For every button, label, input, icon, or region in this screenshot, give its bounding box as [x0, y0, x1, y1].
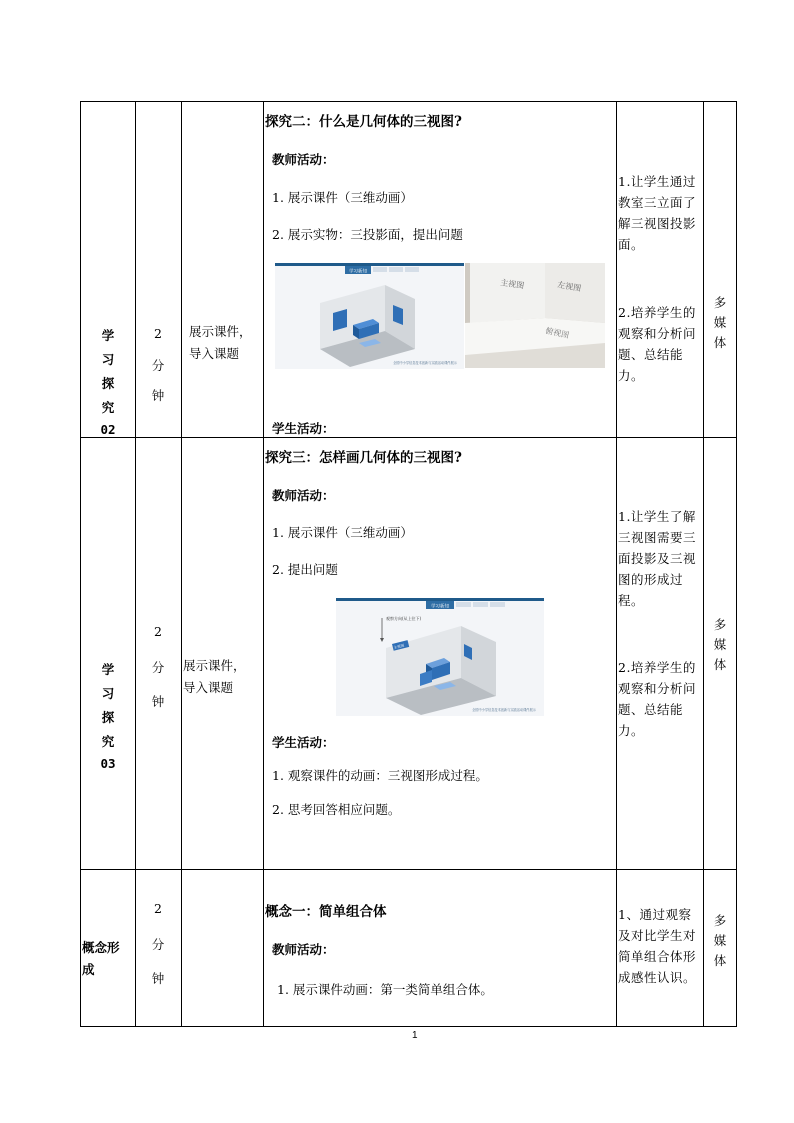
time-label: [148, 624, 168, 726]
time-unit: 钟: [151, 388, 165, 403]
media-label: [710, 293, 730, 353]
goal-text: 2.培养学生的观察和分析问题、总结能力。: [618, 305, 697, 383]
media-label: [710, 615, 730, 675]
stage-char: 学: [101, 328, 115, 343]
projection-planes-photo: [465, 263, 605, 368]
goal-text: 1.让学生了解三视图需要三面投影及三视图的形成过程。: [618, 509, 697, 608]
media-char: 媒: [713, 637, 727, 652]
photo-text: 左视图: [556, 280, 582, 294]
student-label: 学生活动：: [272, 421, 335, 436]
media-char: 多: [713, 617, 727, 632]
media-char: 媒: [713, 315, 727, 330]
teacher-item: 1. 展示课件动画：第一类简单组合体。: [277, 982, 493, 997]
section-heading: 概念一：简单组合体: [265, 904, 387, 920]
photo-text: 主视图: [499, 278, 525, 291]
stage-char: 习: [101, 352, 115, 367]
student-item: 2. 思考回答相应问题。: [272, 802, 401, 817]
teacher-item: 1. 展示课件（三维动画）: [272, 525, 413, 540]
col-divider: [616, 101, 617, 1027]
image-annotation: 观察方向(从上往下): [386, 616, 422, 621]
stage-char: 学: [101, 662, 115, 677]
stage-char: 02: [100, 422, 116, 437]
goal-text: 1.让学生通过教室三立面了解三视图投影面。: [618, 174, 697, 252]
image-label: 学习新知: [349, 269, 367, 275]
time-unit: 分: [151, 937, 165, 952]
time-value: 2: [154, 326, 162, 341]
stage-label: 概念形: [82, 940, 120, 955]
teacher-label: 教师活动：: [272, 488, 335, 503]
media-label: [710, 911, 730, 971]
time-label: [148, 326, 168, 420]
stage-char: 习: [101, 686, 115, 701]
time-value: 2: [154, 624, 162, 639]
courseware-3d-image: [336, 598, 544, 716]
stage-label: 成: [82, 962, 95, 977]
media-char: 多: [713, 913, 727, 928]
col-divider: [181, 101, 182, 1027]
media-char: 多: [713, 295, 727, 310]
image-caption: 全国中小学信息技术创新与实践活动课件展示: [393, 361, 457, 365]
method-line: 导入课题: [189, 346, 240, 361]
courseware-3d-image: [275, 263, 464, 369]
image-caption: 全国中小学信息技术创新与实践活动课件展示: [472, 708, 536, 712]
room-illustration: [275, 263, 464, 369]
teacher-item: 2. 提出问题: [272, 562, 338, 577]
method-line: 展示课件，: [189, 324, 252, 339]
image-label: 学习新知: [431, 604, 449, 610]
method-line: 展示课件，: [183, 658, 246, 673]
teacher-item: 1. 展示课件（三维动画）: [272, 190, 413, 205]
page-number: 1: [412, 1030, 418, 1041]
section-heading: 探究三：怎样画几何体的三视图?: [265, 450, 462, 466]
row-divider: [80, 869, 737, 870]
stage-char: 03: [100, 756, 116, 771]
col-divider: [135, 101, 136, 1027]
media-char: 体: [713, 657, 727, 672]
photo-text: 俯视图: [544, 326, 570, 340]
stage-char: 究: [101, 734, 115, 749]
time-unit: 钟: [151, 971, 165, 986]
goal-text: 1、通过观察及对比学生对简单组合体形成感性认识。: [618, 907, 697, 985]
section-heading: 探究二：什么是几何体的三视图?: [265, 114, 462, 130]
teacher-item: 2. 展示实物：三投影面，提出问题: [272, 227, 463, 242]
goal-text: 2.培养学生的观察和分析问题、总结能力。: [618, 660, 697, 738]
teacher-label: 教师活动：: [272, 152, 335, 167]
media-char: 体: [713, 953, 727, 968]
time-value: 2: [154, 901, 162, 916]
col-divider: [263, 101, 264, 1027]
row-divider: [80, 437, 737, 438]
stage-char: 探: [101, 376, 115, 391]
student-item: 1. 观察课件的动画：三视图形成过程。: [272, 768, 488, 783]
time-label: [148, 901, 168, 1003]
teacher-label: 教师活动：: [272, 942, 335, 957]
stage-char: 究: [101, 400, 115, 415]
media-char: 媒: [713, 933, 727, 948]
time-unit: 分: [151, 660, 165, 675]
stage-char: 探: [101, 710, 115, 725]
media-char: 体: [713, 335, 727, 350]
image-annotation: 主视图: [393, 643, 405, 650]
stage-label: [98, 660, 118, 780]
room-illustration: [336, 598, 544, 716]
stage-label: [98, 326, 118, 437]
time-unit: 钟: [151, 694, 165, 709]
photo-illustration: [465, 263, 605, 368]
student-label: 学生活动：: [272, 735, 335, 750]
time-unit: 分: [151, 358, 165, 373]
method-line: 导入课题: [183, 680, 234, 695]
